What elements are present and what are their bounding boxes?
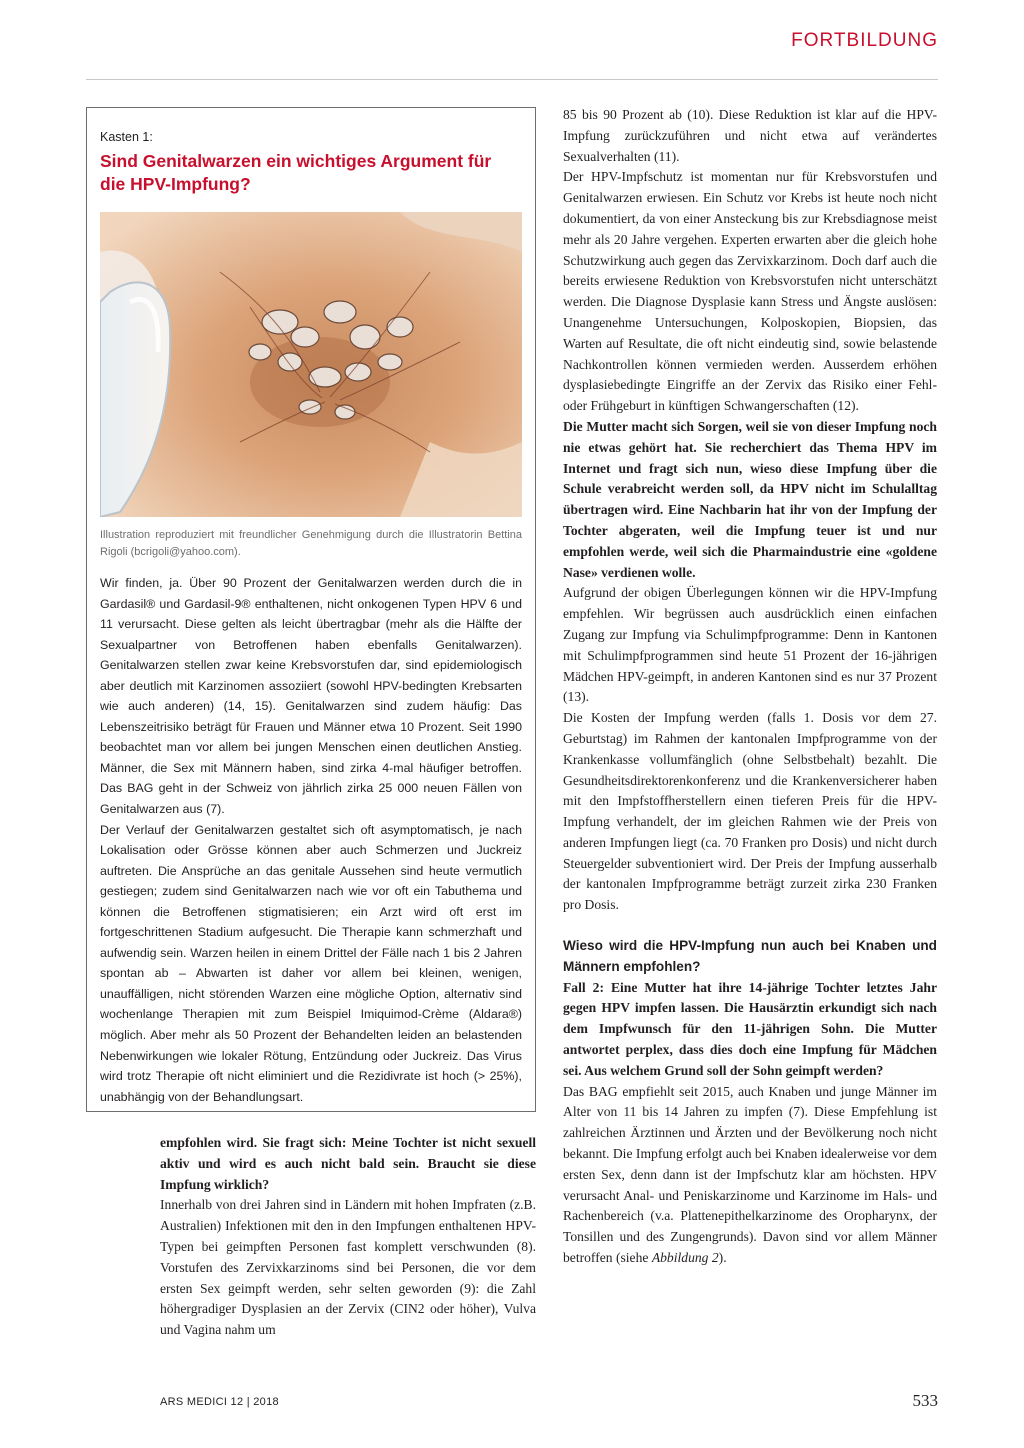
figure-reference: Abbildung 2	[651, 1250, 719, 1266]
body-paragraph: 85 bis 90 Prozent ab (10). Diese Reduktion ist klar auf die HPV-Impfung zurückzuführen und nicht etwa auf verändertes Sexualverhalten (11).	[563, 107, 937, 164]
journal-footer: ARS MEDICI 12 | 2018	[160, 1396, 279, 1408]
body-paragraph: Aufgrund der obigen Überlegungen können wir die HPV-Impfung empfehlen. Wir begrüssen auch ausdrücklich einen einfachen Zugang zur Impfung via Schulimpfprogramme: Denn in Kantonen mit Schulimpfprogrammen sind heute 51 Prozent der 16-jährigen Mädchen HPV-geimpft, in anderen Kantonen sind es nur 37 Prozent (13).	[563, 585, 937, 705]
genital-warts-illustration	[100, 212, 522, 517]
box-title: Sind Genitalwarzen ein wichtiges Argument für die HPV-Impfung?	[100, 151, 492, 194]
page-number: 533	[912, 1391, 938, 1410]
box-kicker: Kasten 1:	[100, 130, 153, 144]
header-divider	[86, 79, 938, 80]
box-body	[100, 573, 522, 1107]
section-label: FORTBILDUNG	[791, 30, 938, 51]
paragraph-end: ).	[718, 1250, 727, 1266]
body-paragraph: Der HPV-Impfschutz ist momentan nur für Krebsvorstufen und Genitalwarzen erwiesen. Ein Schutz vor Krebs ist heute noch nicht dokumentiert, da von einer Ansteckung bis zur Krebsdiagnose meist mehr als 20 Jahre vergehen. Experten erwarten aber die gleich hohe Schutzwirkung auch gegen das Zervixkarzinom. Doch darf auch die bereits erwiesene Reduktion von Krebsvorstufen nicht unterschätzt werden. Die Diagnose Dysplasie kann Stress und Ängste auslösen: Unangenehme Untersuchungen, Kolposkopien, Biopsien, das Warten auf Resultate, die oft nicht eindeutig sind, sowie belastende Nachkontrollen können vermieden werden. Ausserdem erhöhen dysplasiebedingte Eingriffe an der Zervix das Risiko einer Fehl- oder Frühgeburt in künftigen Schwangerschaften (12).	[563, 169, 937, 414]
section-subheading: Wieso wird die HPV-Impfung nun auch bei Knaben und Männern empfohlen?	[563, 938, 937, 974]
case-question: empfohlen wird. Sie fragt sich: Meine Tochter ist nicht sexuell aktiv und wird es auch nicht bald sein. Braucht sie diese Impfung wirklich?	[160, 1135, 536, 1192]
left-column	[160, 1133, 536, 1341]
figure-caption: Illustration reproduziert mit freundlicher Genehmigung durch die Illustratorin Bettina Rigoli (bcrigoli@yahoo.com).	[100, 529, 522, 558]
body-paragraph: Die Kosten der Impfung werden (falls 1. Dosis vor dem 27. Geburtstag) im Rahmen der kantonalen Impfprogramme von der Krankenkasse vollumfänglich (ohne Selbstbehalt) bezahlt. Die Gesundheitsdirektorenkonferenz und die Krankenversicherer haben mit den Impfstoffherstellern einen tieferen Preis für die HPV-Impfung verhandelt, der im gleichen Rahmen wie der Preis von anderen Impfungen liegt (ca. 70 Franken pro Dosis) und nicht durch Steuergelder subventioniert wird. Der Preis der Impfung ausserhalb der kantonalen Impfprogramme beträgt zurzeit zirka 230 Franken pro Dosis.	[563, 710, 937, 913]
case-narrative: Die Mutter macht sich Sorgen, weil sie von dieser Impfung noch nie etwas gehört hat. Sie recherchiert das Thema HPV im Internet und fragt sich nun, wieso diese Impfung über die Schule verabreicht werden soll, da HPV nicht im Schulalltag übertragen wird. Eine Nachbarin hat ihr von der Impfung der Tochter abgeraten, weil die Impfung teuer ist und nur empfohlen werde, weil sich die Pharmaindustrie eine «goldene Nase» verdienen wolle.	[563, 418, 937, 580]
box-paragraph: Der Verlauf der Genitalwarzen gestaltet sich oft asymptomatisch, je nach Lokalisation oder Grösse können aber auch Schmerzen und Juckreiz auftreten. Die Ansprüche an das genitale Aussehen sind heute vermutlich gestiegen; zudem sind Genitalwarzen nach wie vor oft ein Tabuthema und können die Betroffenen stigmatisieren; ein Arzt wird oft erst im fortgeschrittenen Stadium aufgesucht. Die Therapie kann schmerzhaft und aufwendig sein. Warzen heilen in einem Drittel der Fälle nach 1 bis 2 Jahren spontan ab – Abwarten ist daher vor allem bei kleinen, wenigen, unauffälligen, nicht störenden Warzen eine mögliche Option, alternativ sind wochenlange Therapien mit zum Beispiel Imiquimod-Crème (Aldara®) möglich. Aber mehr als 50 Prozent der Behandelten leiden an belastenden Nebenwirkungen wie lokaler Rötung, Entzündung oder Juckreiz. Das Virus wird trotz Therapie oft nicht eliminiert und die Rezidivrate ist hoch (> 25%), unabhängig von der Behandlungsart.	[100, 822, 522, 1104]
body-paragraph	[563, 1082, 937, 1269]
paragraph-text: Das BAG empfiehlt seit 2015, auch Knaben und junge Männer im Alter von 11 bis 14 Jahren zu impfen (7). Diese Empfehlung ist zahlreichen Ärztinnen und Ärzten und der Bevölkerung noch nicht bekannt. Die Impfung erfolgt auch bei Knaben idealerweise vor dem ersten Sex, denn dann ist der Impfschutz klar am höchsten. HPV verursacht Anal- und Peniskarzinome und Karzinome im Hals- und Rachenbereich (v.a. Plattenepithelkarzinome des Oropharynx, der Tonsillen und des Zungengrunds). Davon sind vor allem Männer betroffen (siehe	[563, 1083, 937, 1266]
body-paragraph: Innerhalb von drei Jahren sind in Ländern mit hohen Impfraten (z.B. Australien) Infektionen mit den in den Impfungen enthaltenen HPV-Typen bei geimpften Personen fast komplett verschwunden (8). Vorstufen des Zervixkarzinoms sind bei Personen, die vor dem ersten Sex geimpft werden, sehr selten geworden (9): die Zahl höhergradiger Dysplasien an der Zervix (CIN2 oder höher), Vulva und Vagina nahm um	[160, 1197, 536, 1338]
box-paragraph: Wir finden, ja. Über 90 Prozent der Genitalwarzen werden durch die in Gardasil® und Gardasil-9® enthaltenen, nicht onkogenen Typen HPV 6 und 11 verursacht. Diese gelten als leicht übertragbar (mehr als die Hälfte der Sexualpartner von Betroffenen haben ebenfalls Genitalwarzen). Genitalwarzen stellen zwar keine Krebsvorstufen dar, sind epidemiologisch aber deutlich mit Karzinomen assoziiert (sowohl HPV-bedingten Krebsarten wie auch anderen) (14, 15). Genitalwarzen sind zudem häufig: Das Lebenszeitrisiko beträgt für Frauen und Männer etwa 10 Prozent. Seit 1990 beobachtet man vor allem bei jungen Menschen einen deutlichen Anstieg. Männer, die Sex mit Männern haben, sind zirka 4-mal häufiger betroffen. Das BAG geht in der Schweiz von jährlich zirka 25 000 neuen Fällen von Genitalwarzen aus (7).	[100, 576, 522, 817]
right-column	[563, 105, 937, 1269]
case-narrative: Fall 2: Eine Mutter hat ihre 14-jährige Tochter letztes Jahr gegen HPV impfen lassen. Die Hausärztin erkundigt sich nach dem Impfwunsch für den 11-jährigen Sohn. Die Mutter antwortet perplex, dass dies doch eine Impfung für Mädchen sei. Aus welchem Grund soll der Sohn geimpft werden?	[563, 979, 937, 1078]
